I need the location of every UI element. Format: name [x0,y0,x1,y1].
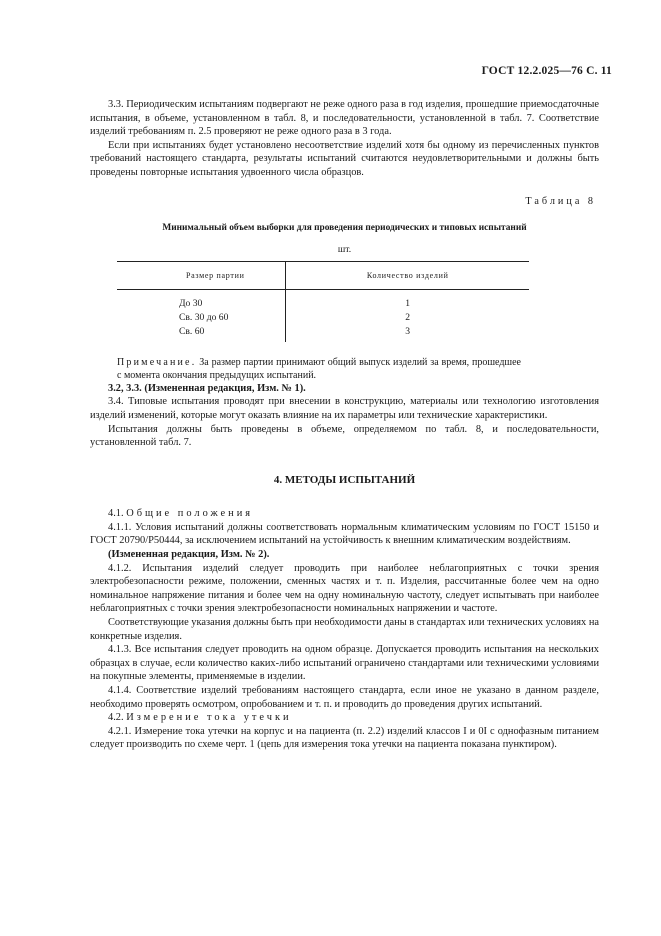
batch-size-cell: Св. 30 до 60 [117,311,286,325]
batch-size-cell: До 30 [117,290,286,311]
table-label: Таблица 8 [525,195,596,207]
subsection-4-2-number: 4.2. [108,712,124,724]
paragraph-4-1-3: 4.1.3. Все испытания следует проводить на одном образце. Допускается проводить испытания на нескольких образцах в случае, если количество каких-либо испытаний ограничено стандартами или техническими условиями на покупные элементы, применяемые в изделии. [90,644,599,683]
item-count-cell: 1 [405,298,411,310]
item-count-cell: 3 [405,325,411,337]
revision-note-1: 3.2, 3.3. (Измененная редакция, Изм. № 1). [108,382,306,394]
paragraph-3-3-continued: Если при испытаниях будет установлено несоответствие изделий хотя бы одному из перечисленных пунктов требований настоящего стандарта, результаты испытаний считаются неудовлетворительными и должны быть проведены повторные испытания удвоенного числа образцов. [90,139,599,178]
subsection-4-1-number: 4.1. [108,508,124,520]
table-note-label: Примечание. [117,356,197,368]
subsection-4-1-heading [90,507,599,521]
table-row [117,290,529,311]
item-count-cell: 2 [405,312,411,324]
table-8 [117,261,529,341]
subsection-4-2-title: Измерение тока утечки [126,712,292,724]
document-body [90,98,599,752]
revision-note-2: (Измененная редакция, Изм. № 2). [108,549,270,561]
table-header-row [117,262,529,290]
paragraph-4-1-1: 4.1.1. Условия испытаний должны соответствовать нормальным климатическим условиям по ГОСТ 15150 и ГОСТ 20790/Р50444, за исключением испытаний на устойчивость к внешним климатическим воздействиям. [90,521,599,547]
paragraph-4-2-1: 4.2.1. Измерение тока утечки на корпус и на пациента (п. 2.2) изделий классов I и 0I с однофазным питанием следует производить по схеме черт. 1 (цепь для измерения тока утечки на пациента показана пунктиром). [90,725,599,751]
paragraph-3-4: 3.4. Типовые испытания проводят при внесении в конструкцию, материалы или технологию изготовления изделий изменений, которые могут оказать влияние на их параметры или технические характеристики. [90,396,599,421]
table-note-text: За размер партии принимают общий выпуск изделий за время, прошедшее с момента окончания предыдущих испытаний. [117,356,521,381]
section-title: 4. МЕТОДЫ ИСПЫТАНИЙ [273,473,416,486]
table-row [117,325,529,342]
column-header-item-count: Количество изделий [366,271,449,281]
table-note [117,356,521,382]
paragraph-4-1-4: 4.1.4. Соответствие изделий требованиям настоящего стандарта, если иное не указано в данном разделе, необходимо проверять осмотром, опробованием и т. п. и проводить до проведения других испытаний. [90,685,599,710]
paragraph-4-1-2: 4.1.2. Испытания изделий следует проводить при наиболее неблагоприятных с точки зрения электробезопасности режиме, положении, сменных частях и т. п. Изделия, рассчитанные более чем на одно номинальное напряжение питания и более чем на одну номинальную частоту, следует испытывать при наиболее неблагоприятных с точки зрения электробезопасности номинальных напряжении и частоте. [90,562,599,615]
paragraph-3-4-continued: Испытания должны быть проведены в объеме, определяемом по табл. 8, и последовательности, установленной табл. 7. [90,423,599,449]
subsection-4-2-heading [90,711,599,725]
paragraph-4-1-2-continued: Соответствующие указания должны быть при необходимости даны в стандартах или технических условиях на конкретные изделия. [90,617,600,642]
table-unit: шт. [337,243,352,255]
table-row [117,311,529,325]
subsection-4-1-title: Общие положения [126,508,254,520]
page-header: ГОСТ 12.2.025—76 С. 11 [481,65,612,77]
column-header-batch-size: Размер партии [117,262,286,290]
table-caption: Минимальный объем выборки для проведения периодических и типовых испытаний [162,223,527,234]
paragraph-3-3: 3.3. Периодическим испытаниям подвергают не реже одного раза в год изделия, прошедшие приемосдаточные испытания, в объеме, установленном в табл. 8, и последовательности, установленной в табл. 7. Соответствие изделий требованиям п. 2.5 проверяют не реже одного раза в 3 года. [90,99,599,138]
batch-size-cell: Св. 60 [117,325,286,342]
